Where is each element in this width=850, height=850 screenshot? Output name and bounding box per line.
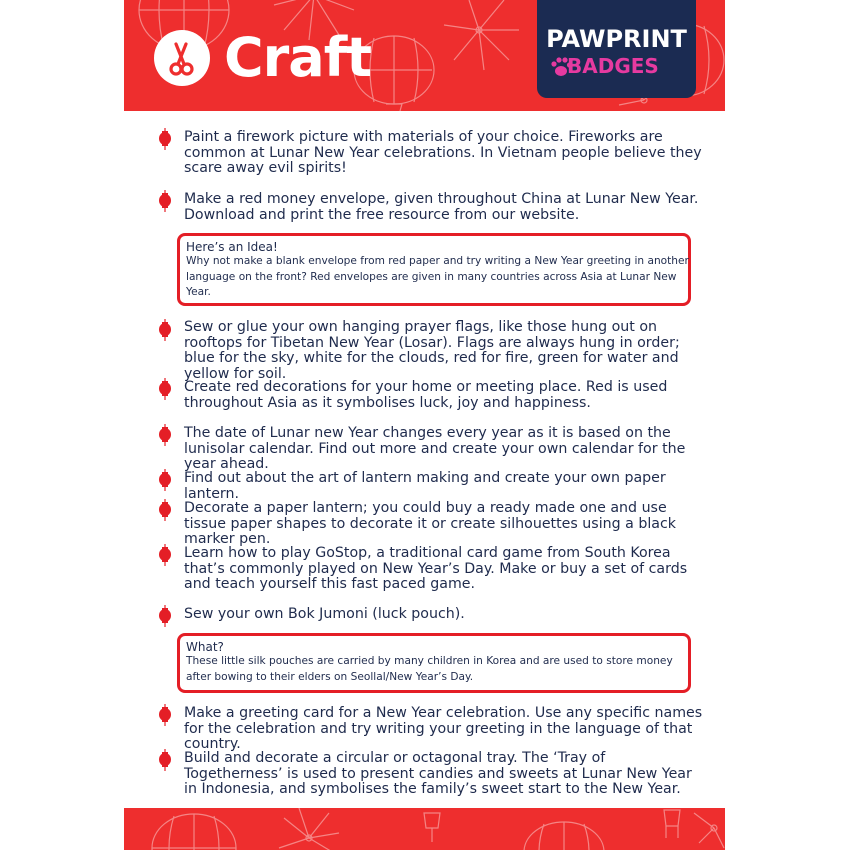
lantern-bullet-icon (157, 749, 173, 775)
list-item: Decorate a paper lantern; you could buy a ready made one and use tissue paper shapes to decorate it or create silhouettes using a black marker pen. (184, 500, 677, 547)
pawprint-badges-logo (537, 0, 696, 98)
logo-line-pawprint: PAWPRINT (546, 25, 687, 53)
page-title: Craft (224, 26, 372, 89)
callout-text: These little silk pouches are carried by many children in Korea and are used to store money after bowing to their elders on Seollal/New Year’s Day. (186, 655, 673, 683)
list-item: Learn how to play GoStop, a traditional card game from South Korea that’s commonly played on New Year’s Day. Make or buy a set of cards and teach yourself this fast paced game. (184, 545, 688, 592)
callout-title: Here’s an Idea! (186, 240, 278, 254)
list-item: Find out about the art of lantern making and create your own paper lantern. (184, 470, 666, 502)
list-item: The date of Lunar new Year changes every year as it is based on the lunisolar calendar. Find out more and create your own calendar for the year ahead. (184, 425, 686, 472)
lantern-pattern-decoration (124, 808, 725, 850)
callout-title: What? (186, 640, 224, 654)
list-item: Sew your own Bok Jumoni (luck pouch). (184, 606, 465, 622)
lantern-bullet-icon (157, 319, 173, 345)
list-item: Build and decorate a circular or octagonal tray. The ‘Tray of Togetherness’ is used to present candies and sweets at Lunar New Year in Indonesia, and symbolises the family’s sweet start to the New Year. (184, 750, 692, 797)
lantern-bullet-icon (157, 499, 173, 525)
lantern-bullet-icon (157, 704, 173, 730)
scissors-icon (154, 30, 210, 86)
scissors-logo-circle (154, 30, 210, 86)
header-banner (124, 0, 725, 111)
callout-text: Why not make a blank envelope from red paper and try writing a New Year greeting in another language on the front? Red envelopes are given in many countries across Asia at Lunar New Year. (186, 255, 689, 298)
what-callout-box (177, 633, 691, 693)
list-item: Create red decorations for your home or meeting place. Red is used throughout Asia as it symbolises luck, joy and happiness. (184, 379, 668, 411)
idea-callout-box (177, 233, 691, 306)
lantern-bullet-icon (157, 424, 173, 450)
lantern-bullet-icon (157, 605, 173, 631)
lantern-bullet-icon (157, 128, 173, 154)
footer-banner (124, 808, 725, 850)
logo-line-badges: BADGES (567, 54, 659, 78)
list-item: Sew or glue your own hanging prayer flags, like those hung out on rooftops for Tibetan New Year (Losar). Flags are always hung in order; blue for the sky, white for the clouds, red for fire, green for water and yellow for soil. (184, 319, 680, 382)
list-item: Make a red money envelope, given throughout China at Lunar New Year. Download and print the free resource from our website. (184, 191, 699, 223)
craft-page (124, 0, 725, 850)
lantern-bullet-icon (157, 469, 173, 495)
list-item: Paint a firework picture with materials of your choice. Fireworks are common at Lunar New Year celebrations. In Vietnam people believe they scare away evil spirits! (184, 129, 702, 176)
lantern-bullet-icon (157, 190, 173, 216)
lantern-bullet-icon (157, 544, 173, 570)
list-item: Make a greeting card for a New Year celebration. Use any specific names for the celebration and try writing your greeting in the language of that country. (184, 705, 703, 752)
lantern-bullet-icon (157, 378, 173, 404)
